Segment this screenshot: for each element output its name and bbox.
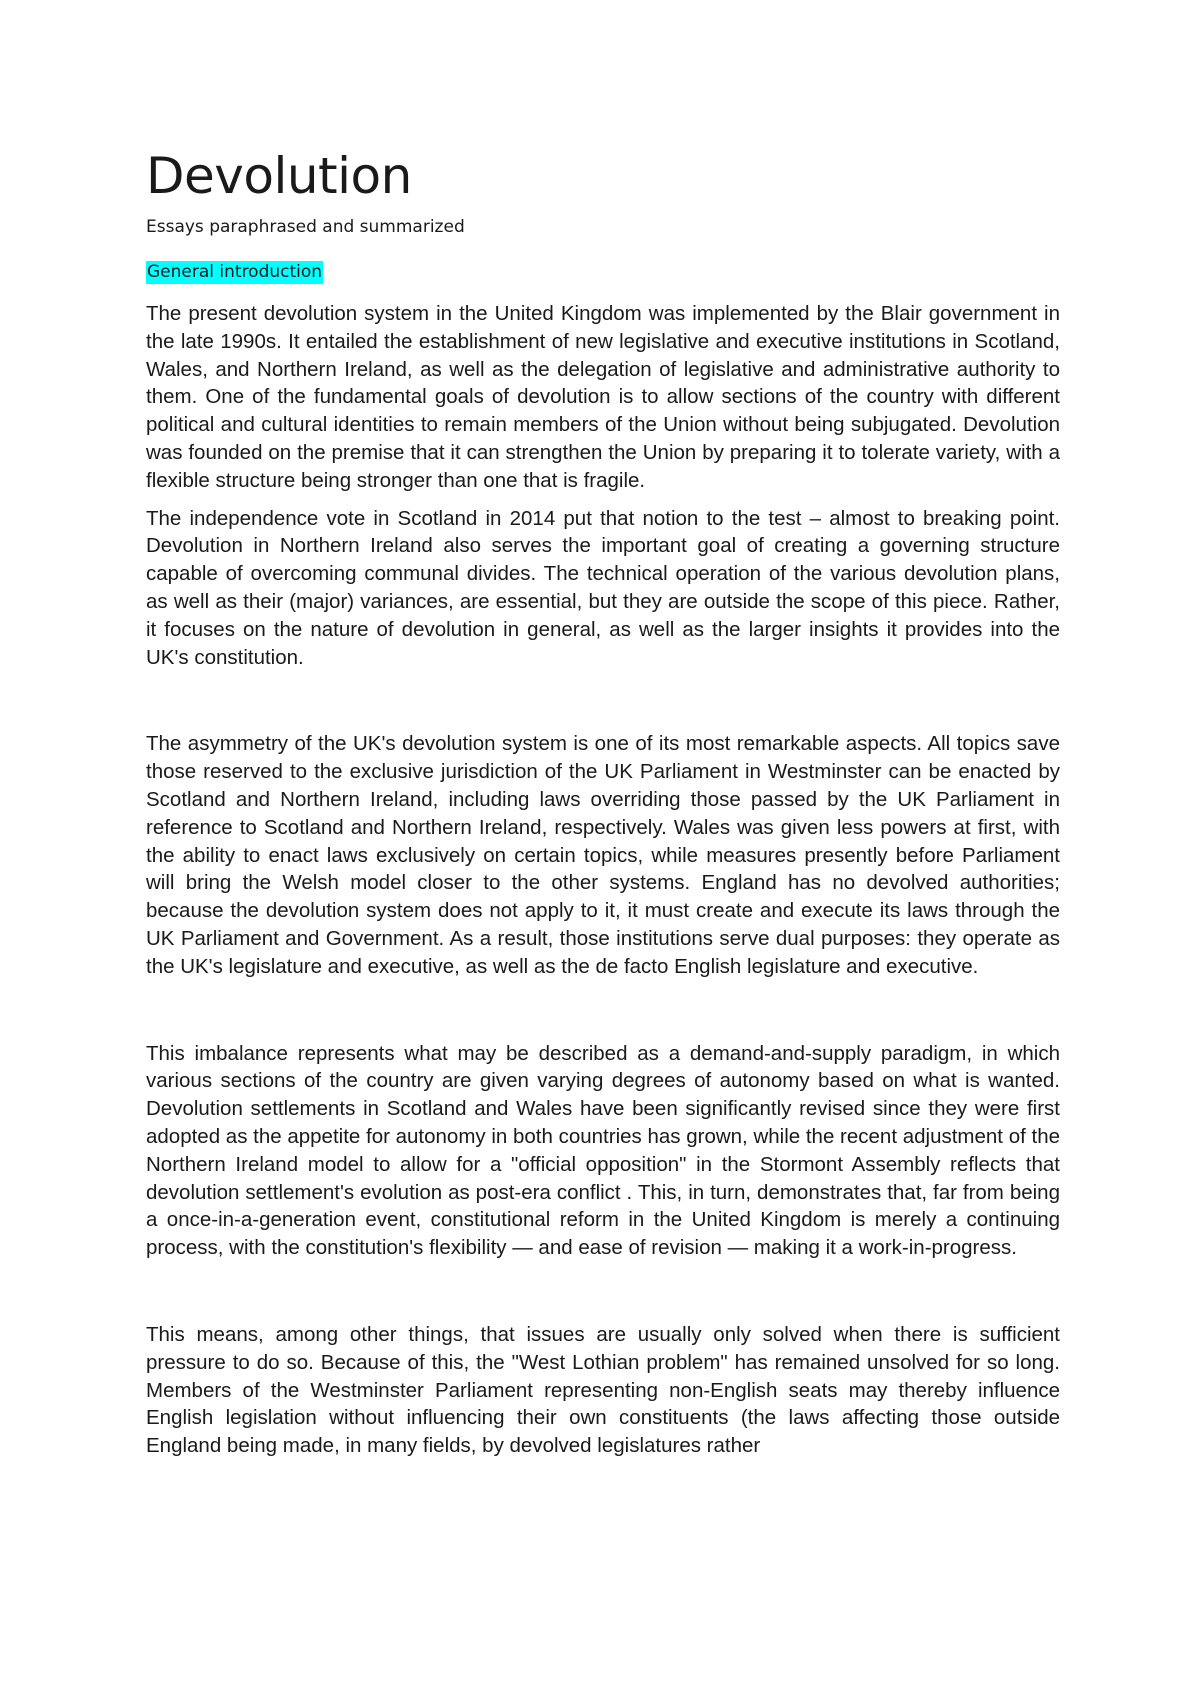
paragraph-4: This imbalance represents what may be described as a demand-and-supply paradigm, in which various sections of the country are given varying degrees of autonomy based on what is wanted. Devolution settlements in Scotland and Wales have been significantly revised since they were first adopted as the appetite for autonomy in both countries has grown, while the recent adjustment of the Northern Ireland model to allow for a "official opposition" in the Stormont Assembly reflects that devolution settlement's evolution as post-era conflict . This, in turn, demonstrates that, far from being a once-in-a-generation event, constitutional reform in the United Kingdom is merely a continuing process, with the constitution's flexibility — and ease of revision — making it a work-in-progress.	[146, 1041, 1060, 1260]
paragraph-5: This means, among other things, that issues are usually only solved when there is sufficient pressure to do so. Because of this, the "West Lothian problem" has remained unsolved for so long. Members of the Westminster Parliament representing non-English seats may thereby influence English legislation without influencing their own constituents (the laws affecting those outside England being made, in many fields, by devolved legislatures rather	[146, 1322, 1060, 1458]
document-page	[146, 146, 1060, 1460]
paragraph-3: The asymmetry of the UK's devolution system is one of its most remarkable aspects. All topics save those reserved to the exclusive jurisdiction of the UK Parliament in Westminster can be enacted by Scotland and Northern Ireland, including laws overriding those passed by the UK Parliament in reference to Scotland and Northern Ireland, respectively. Wales was given less powers at first, with the ability to enact laws exclusively on certain topics, while measures presently before Parliament will bring the Welsh model closer to the other systems. England has no devolved authorities; because the devolution system does not apply to it, it must create and execute its laws through the UK Parliament and Government. As a result, those institutions serve dual purposes: they operate as the UK's legislature and executive, as well as the de facto English legislature and executive.	[146, 732, 1060, 978]
section-heading	[146, 260, 1060, 284]
paragraph-1: The present devolution system in the United Kingdom was implemented by the Blair government in the late 1990s. It entailed the establishment of new legislative and executive institutions in Scotland, Wales, and Northern Ireland, as well as the delegation of legislative and administrative authority to them. One of the fundamental goals of devolution is to allow sections of the country with different political and cultural identities to remain members of the Union without being subjugated. Devolution was founded on the premise that it can strengthen the Union by preparing it to tolerate variety, with a flexible structure being stronger than one that is fragile.	[146, 302, 1060, 492]
paragraph-2: The independence vote in Scotland in 2014 put that notion to the test – almost to breaking point. Devolution in Northern Ireland also serves the important goal of creating a governing structure capable of overcoming communal divides. The technical operation of the various devolution plans, as well as their (major) variances, are essential, but they are outside the scope of this piece. Rather, it focuses on the nature of devolution in general, as well as the larger insights it provides into the UK's constitution.	[146, 506, 1060, 669]
highlighted-heading-text: General introduction	[147, 262, 323, 282]
document-title: Devolution	[146, 147, 412, 205]
document-subtitle: Essays paraphrased and summarized	[146, 217, 465, 237]
